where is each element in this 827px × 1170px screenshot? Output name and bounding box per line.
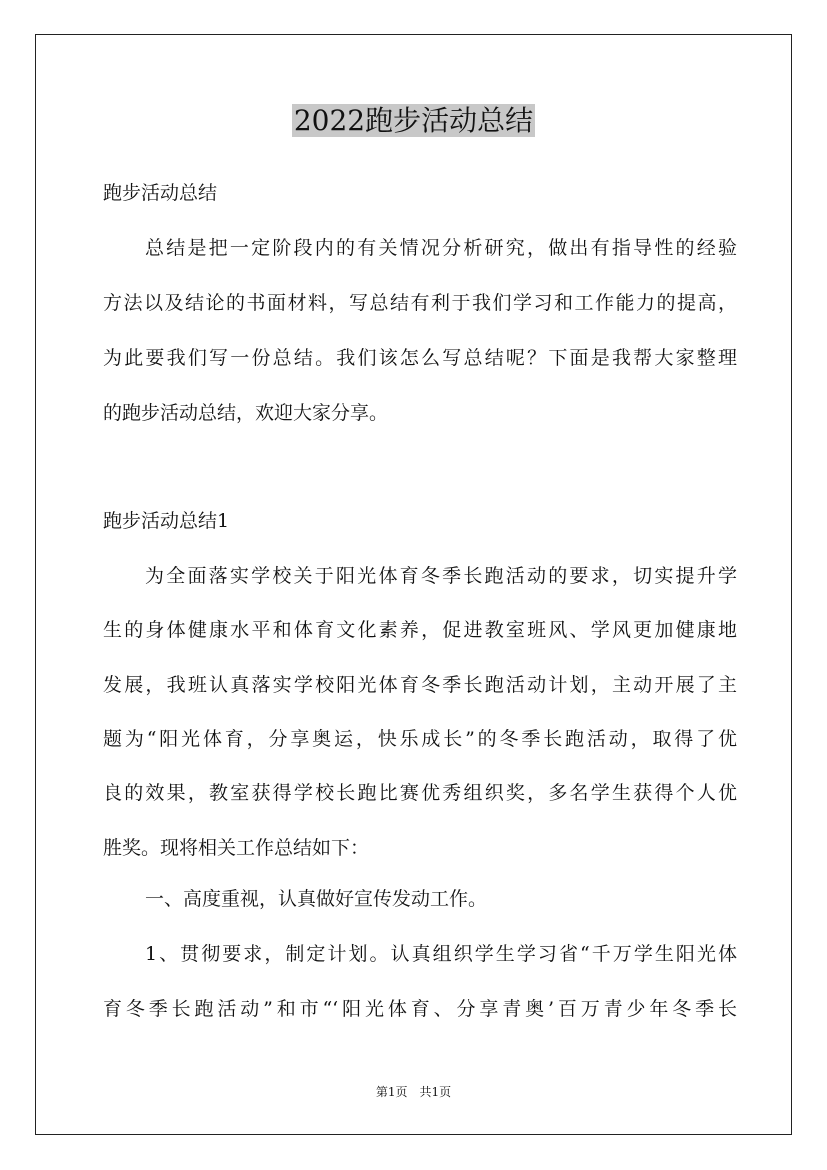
section-heading: 跑步活动总结1 — [103, 510, 230, 532]
paragraph-line: 发展，我班认真落实学校阳光体育冬季长跑活动计划，主动开展了主 — [103, 674, 737, 696]
page-footer: 第1页 共1页 — [375, 1085, 452, 1099]
paragraph-line: 一、高度重视，认真做好宣传发动工作。 — [145, 888, 488, 910]
paragraph-line: 的跑步活动总结，欢迎大家分享。 — [103, 402, 389, 424]
paragraph-line: 生的身体健康水平和体育文化素养，促进教室班风、学风更加健康地 — [103, 619, 737, 641]
paragraph-line: 题为“阳光体育，分享奥运，快乐成长”的冬季长跑活动，取得了优 — [103, 728, 737, 750]
paragraph-line: 方法以及结论的书面材料，写总结有利于我们学习和工作能力的提高， — [103, 292, 737, 314]
paragraph-line: 胜奖。现将相关工作总结如下： — [103, 837, 370, 859]
paragraph-line: 良的效果，教室获得学校长跑比赛优秀组织奖，多名学生获得个人优 — [103, 782, 737, 804]
paragraph-line: 为全面落实学校关于阳光体育冬季长跑活动的要求，切实提升学 — [145, 565, 737, 587]
paragraph-line: 1、贯彻要求，制定计划。认真组织学生学习省“千万学生阳光体 — [145, 943, 737, 965]
document-title: 2022跑步活动总结 — [293, 104, 534, 137]
paragraph-line: 为此要我们写一份总结。我们该怎么写总结呢？下面是我帮大家整理 — [103, 347, 737, 369]
paragraph-line: 育冬季长跑活动”和市“‘阳光体育、分享青奥’百万青少年冬季长 — [103, 998, 737, 1020]
paragraph-line: 总结是把一定阶段内的有关情况分析研究，做出有指导性的经验 — [145, 237, 737, 259]
section-heading: 跑步活动总结 — [103, 182, 218, 204]
